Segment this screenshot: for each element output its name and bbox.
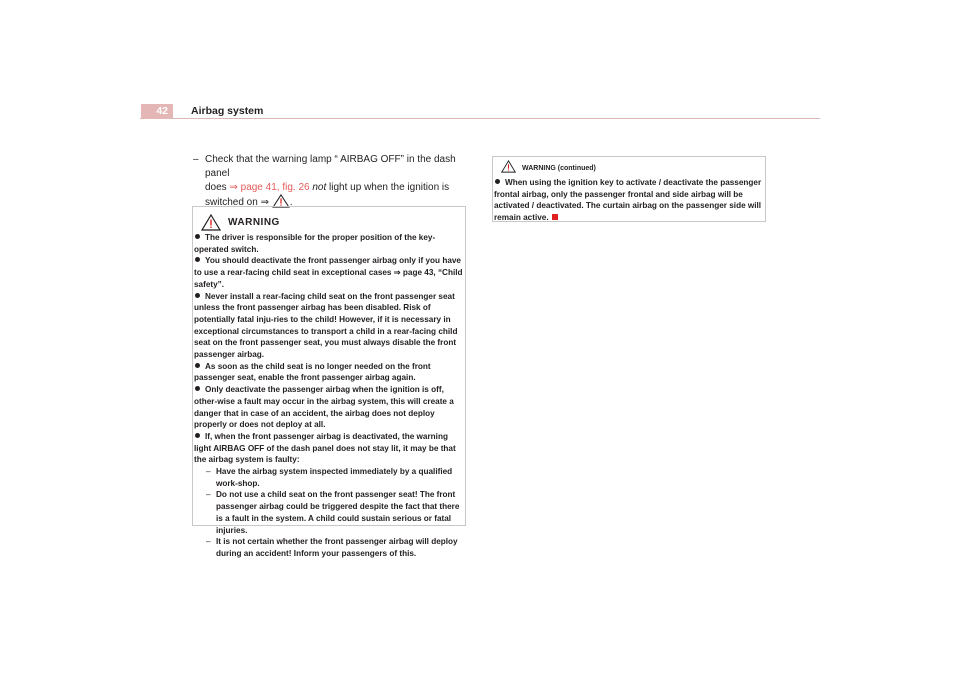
warning-sub-item: – It is not certain whether the front passenger airbag will deploy during an accident! Inform your passengers of this. (206, 537, 458, 558)
warning-bullet: Only deactivate the passenger airbag when the ignition is off, other-wise a fault may occur in the airbag system, this will create a danger that in case of an accident, the airbag does not deploy properly or does not deploy at all. (194, 385, 454, 430)
warning-bullet: As soon as the child seat is no longer needed on the front passenger seat, enable the front passenger airbag again. (194, 361, 431, 383)
warning-sub-item: – Have the airbag system inspected immediately by a qualified work-shop. (206, 467, 453, 488)
warning-continued-body (493, 173, 765, 224)
step-text-line3: switched on ⇒ (205, 197, 269, 209)
warning-bullet: When using the ignition key to activate / deactivate the passenger frontal airbag, only the passenger frontal and side airbag will be activated / deactivated. The curtain airbag on the passenger side will remain active. (494, 178, 762, 223)
warning-continued-title: WARNING (continued) (522, 165, 596, 172)
step-text-line2: light up when the ignition is (329, 181, 450, 193)
warning-continued-header (493, 157, 765, 173)
warning-continued-box (492, 156, 766, 222)
warning-bullet: You should deactivate the front passenger airbag only if you have to use a rear-facing child seat in exceptional cases ⇒ page 43, “Child safety”. (194, 256, 463, 289)
step-dash: – (193, 154, 199, 165)
step-text-line1: Check that the warning lamp “ AIRBAG OFF” in the dash panel (205, 154, 456, 179)
page-reference-link[interactable]: ⇒ page 41, fig. 26 (229, 181, 310, 193)
warning-box (192, 206, 466, 558)
warning-body (193, 232, 465, 560)
warning-triangle-icon (201, 214, 221, 231)
section-title: Airbag system (191, 105, 264, 117)
warning-bullet: The driver is responsible for the proper position of the key-operated switch. (194, 233, 436, 254)
warning-sub-item: – Do not use a child seat on the front passenger seat! The front passenger airbag could be triggered despite the fact that there is a fault in the system. A child could sustain serious or fatal injuries. (206, 490, 460, 535)
warning-bullet: If, when the front passenger airbag is deactivated, the warning light AIRBAG OFF of the dash panel does not stay lit, it may be that the airbag system is faulty: (194, 431, 456, 465)
warning-title: WARNING (228, 216, 280, 228)
warning-header (193, 207, 465, 232)
step-not-word: not (312, 181, 327, 193)
instruction-step (193, 153, 473, 210)
step-text-does: does (205, 181, 227, 193)
page-number: 42 (141, 104, 173, 119)
warning-bullet: Never install a rear-facing child seat on the front passenger seat unless the front passenger airbag has been disabled. Risk of potentially fatal inju-ries to the child! However, if it is necessary in exceptional circumstances to transport a child in a rear-facing child seat on the front passenger seat, you must always disable the front passenger airbag. (194, 291, 458, 360)
warning-triangle-icon (501, 160, 516, 173)
end-of-section-mark (552, 214, 558, 220)
step-text-end: . (289, 197, 293, 209)
